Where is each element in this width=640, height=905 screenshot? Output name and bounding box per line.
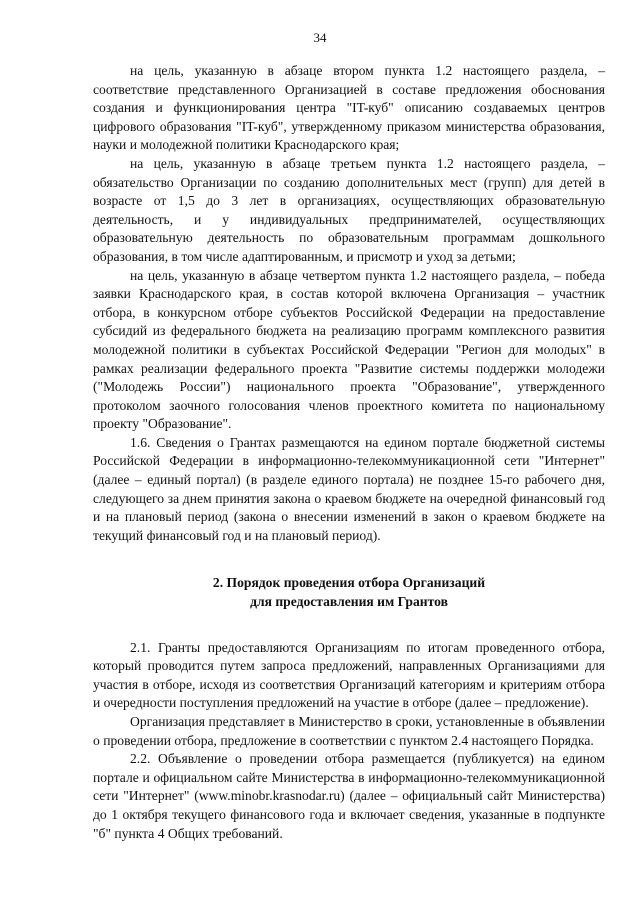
page-number: 34: [313, 30, 327, 45]
paragraph-youth-region: на цель, указанную в абзаце четвертом пункта 1.2 настоящего раздела, – победа заявки Краснодарского края, в состав которой включена Организация – участник отбора, в конкурсном отборе субъектов Российской Федерации на предоставление субсидий из федерального бюджета на реализацию программ комплексного развития молодежной политики в субъектах Российской Федерации "Регион для молодых" в рамках реализации федерального проекта "Развитие системы поддержки молодежи ("Молодежь России") национального проекта "Образование", утвержденного протоколом заочного голосования членов проектного комитета по национальному проекту "Образование".: [93, 267, 605, 432]
paragraph-1-6-grant-info: 1.6. Сведения о Грантах размещаются на едином портале бюджетной системы Российской Федерации в информационно-телекоммуникационной сети "Интернет" (далее – единый портал) (в разделе единого портала) не позднее 15-го рабочего дня, следующего за днем принятия закона о краевом бюджете на очередной финансовый год и на плановый период (закона о внесении изменений в закон о краевом бюджете на текущий финансовый год и на плановый период).: [93, 434, 605, 543]
paragraph-it-cube: на цель, указанную в абзаце втором пункта 1.2 настоящего раздела, – соответствие представленного Организацией в составе предложения обоснования создания и функционирования центра "IT-куб" описанию создаваемых центров цифрового образования "IT-куб", утвержденному приказом министерства образования, науки и молодежной политики Краснодарского края;: [93, 63, 605, 153]
document-body: [93, 62, 605, 843]
section-2-heading: [93, 574, 605, 611]
section-2-heading-line1: 2. Порядок проведения отбора Организаций: [212, 575, 486, 591]
paragraph-organization-submits: Организация представляет в Министерство в сроки, установленные в объявлении о проведении отбора, предложение в соответствии с пунктом 2.4 настоящего Порядка.: [93, 714, 605, 748]
paragraph-2-2: 2.2. Объявление о проведении отбора размещается (публикуется) на едином портале и официальном сайте Министерства в информационно-телекоммуникационной сети "Интернет" (www.minobr.krasnodar.ru) (далее – официальный сайт Министерства) до 1 октября текущего финансового года и включает сведения, указанные в подпункте "б" пункта 4 Общих требований.: [93, 751, 605, 841]
paragraph-2-1: 2.1. Гранты предоставляются Организациям по итогам проведенного отбора, который проводится путем запроса предложений, направленных Организациями для участия в отборе, исходя из соответствия Организаций категориям и критериям отбора и очередности поступления предложений на участие в отборе (далее – предложение).: [93, 639, 605, 711]
section-2-heading-line2: для предоставления им Грантов: [250, 594, 448, 610]
paragraph-preschool-places: на цель, указанную в абзаце третьем пункта 1.2 настоящего раздела, – обязательство Организации по созданию дополнительных мест (групп) для детей в возрасте от 1,5 до 3 лет в организациях, осуществляющих образовательную деятельность, и у индивидуальных предпринимателей, осуществляющих образовательную деятельность по образовательным программам дошкольного образования, в том числе адаптированным, и присмотр и уход за детьми;: [93, 155, 605, 264]
